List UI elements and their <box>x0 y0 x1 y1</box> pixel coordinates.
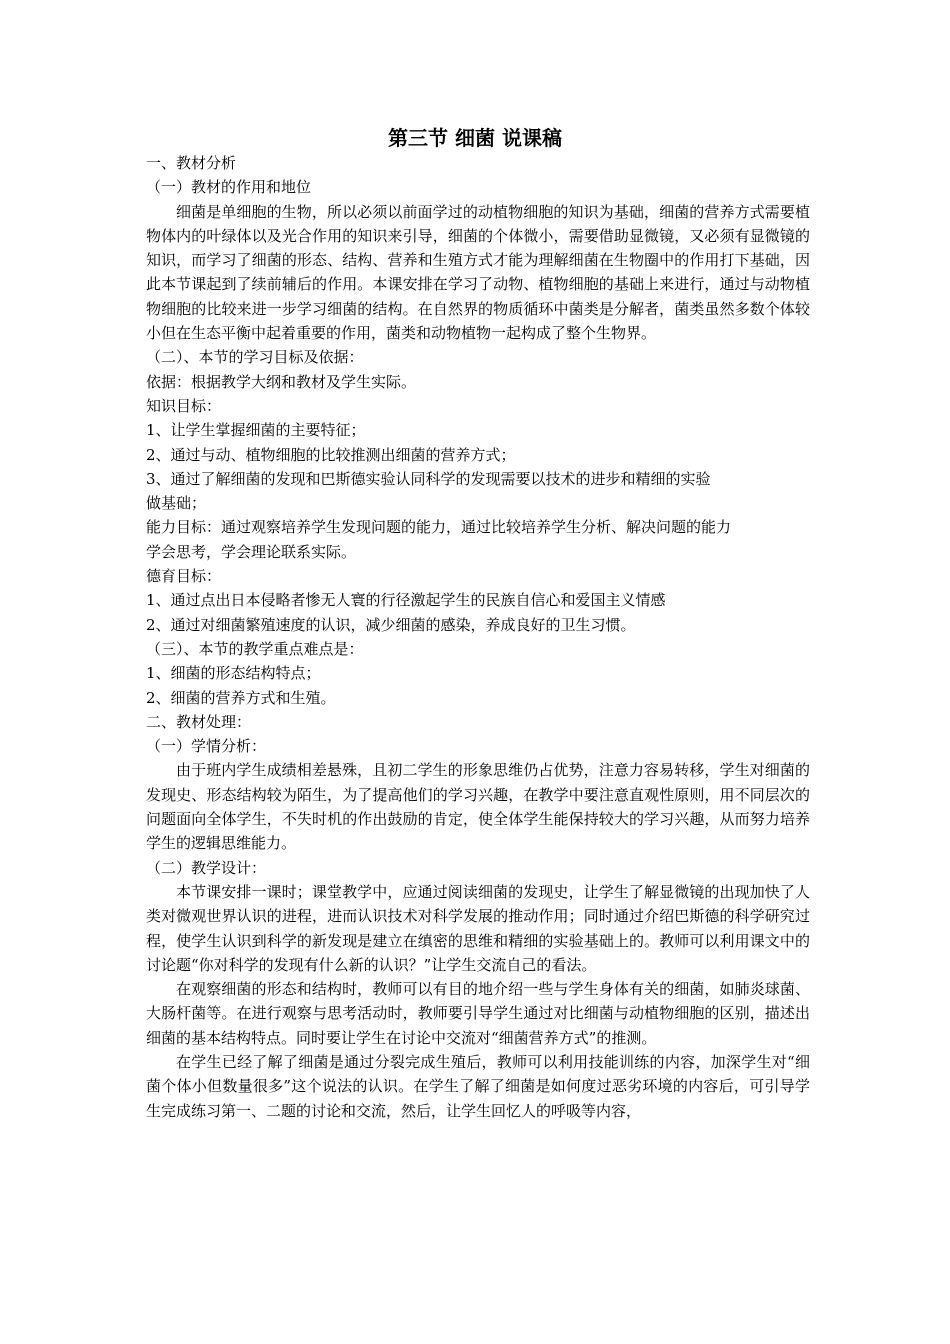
text-line: 2、细菌的营养方式和生殖。 <box>146 688 336 707</box>
text-line: 1、细菌的形态结构特点； <box>146 664 321 683</box>
text-line: 3、通过了解细菌的发现和巴斯德实验认同科学的发现需要以技术的进步和精细的实验 <box>146 469 711 488</box>
page-title: 第三节 细菌 说课稿 <box>388 126 562 150</box>
paragraph: 由于班内学生成绩相差悬殊，且初二学生的形象思维仍占优势，注意力容易转移，学生对细菌的发现史、形态结构较为陌生，为了提高他们的学习兴趣，在教学中要注意直观性原则，用不同层次的问题面向全体学生，不失时机的作出鼓励的肯定，使全体学生能保持较大的学习兴趣，从而努力培养学生的逻辑思维能力。 <box>146 761 810 853</box>
paragraph: 细菌是单细胞的生物，所以必须以前面学过的动植物细胞的知识为基础，细菌的营养方式需要植物体内的叶绿体以及光合作用的知识来引导，细菌的个体微小，需要借助显微镜，又必须有显微镜的知识，而学习了细菌的形态、结构、营养和生殖方式才能为理解细菌在生物圈中的作用打下基础，因此本节课起到了续前辅后的作用。本课安排在学习了动物、植物细胞的基础上来进行，通过与动物植物细胞的比较来进一步学习细菌的结构。在自然界的物质循环中菌类是分解者，菌类虽然多数个体较小但在生态平衡中起着重要的作用，菌类和动物植物一起构成了整个生物界。 <box>146 202 810 343</box>
text-line: 2、通过对细菌繁殖速度的认识，减少细菌的感染，养成良好的卫生习惯。 <box>146 615 636 634</box>
text-line: 1、让学生掌握细菌的主要特征； <box>146 421 366 440</box>
text-line: 依据：根据教学大纲和教材及学生实际。 <box>146 372 417 391</box>
text-line: 德育目标： <box>146 567 222 586</box>
paragraph: 本节课安排一课时；课堂教学中，应通过阅读细菌的发现史，让学生了解显微镜的出现加快了人类对微观世界认识的进程，进而认识技术对科学发展的推动作用；同时通过介绍巴斯德的科学研究过程，使学生认识到科学的新发现是建立在缜密的思维和精细的实验基础上的。教师可以利用课文中的讨论题“你对科学的发现有什么新的认识？”让学生交流自己的看法。 <box>146 882 810 974</box>
subsection-heading: （一）教材的作用和地位 <box>146 178 312 197</box>
paragraph: 在观察细菌的形态和结构时，教师可以有目的地介绍一些与学生身体有关的细菌，如肺炎球菌、大肠杆菌等。在进行观察与思考活动时，教师要引导学生通过对比细菌与动植物细胞的区别，描述出细菌的基本结构特点。同时要让学生在讨论中交流对“细菌营养方式”的推测。 <box>146 980 810 1047</box>
section-heading: 二、教材处理： <box>146 712 252 731</box>
document-body <box>146 151 810 1123</box>
section-heading: 一、教材分析 <box>146 154 237 172</box>
paragraph: 在学生已经了解了细菌是通过分裂完成生殖后，教师可以利用技能训练的内容，加深学生对“细菌个体小但数量很多”这个说法的认识。在学生了解了细菌是如何度过恶劣环境的内容后，可引导学生完成练习第一、二题的讨论和交流，然后，让学生回忆人的呼吸等内容， <box>146 1052 810 1120</box>
subsection-heading: （三）、本节的教学重点难点是： <box>146 639 364 658</box>
text-line: 能力目标：通过观察培养学生发现问题的能力，通过比较培养学生分析、解决问题的能力 <box>146 518 732 537</box>
subsection-heading: （二）教学设计： <box>146 858 267 877</box>
text-line: 做基础； <box>146 494 207 513</box>
text-line: 知识目标： <box>146 396 222 415</box>
text-line: 2、通过与动、植物细胞的比较推测出细菌的营养方式； <box>146 445 516 464</box>
subsection-heading: （二）、本节的学习目标及依据： <box>146 348 364 367</box>
text-line: 1、通过点出日本侵略者惨无人寰的行径激起学生的民族自信心和爱国主义情感 <box>146 591 666 610</box>
text-line: 学会思考，学会理论联系实际。 <box>146 542 357 561</box>
subsection-heading: （一）学情分析： <box>146 737 267 756</box>
